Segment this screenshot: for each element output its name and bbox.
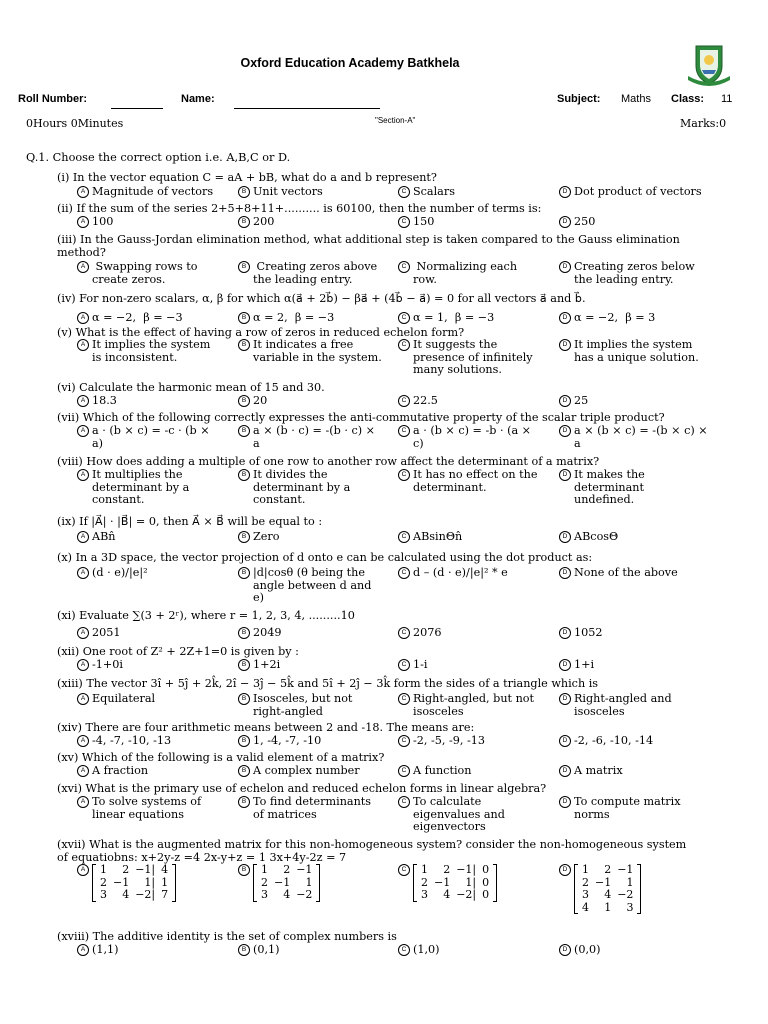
option-c[interactable] bbox=[401, 468, 538, 494]
question-text: (xiv) There are four arithmetic means between 2 and -18. The means are: bbox=[57, 721, 475, 734]
matrix-cell: 1 bbox=[261, 863, 268, 876]
option-b[interactable] bbox=[241, 260, 378, 286]
question-text: (viii) How does adding a multiple of one row to another row affect the determinant of a matrix? bbox=[57, 455, 600, 468]
option-a[interactable] bbox=[80, 863, 176, 905]
option-text: 1-i bbox=[413, 658, 428, 671]
option-c[interactable] bbox=[401, 338, 533, 377]
option-b[interactable] bbox=[241, 185, 323, 199]
option-text: To calculate eigenvalues and eigenvectors bbox=[413, 795, 505, 833]
option-d[interactable] bbox=[562, 311, 656, 325]
option-b[interactable] bbox=[241, 424, 376, 450]
option-text: -1+0i bbox=[92, 658, 123, 671]
section-title: "Section-A" bbox=[375, 116, 416, 125]
option-text: Normalizing each row. bbox=[413, 260, 518, 286]
option-text: ABcosΘ bbox=[574, 530, 619, 543]
option-d[interactable] bbox=[562, 185, 702, 199]
option-bubble[interactable]: B bbox=[238, 864, 250, 876]
class-value: 11 bbox=[721, 93, 733, 105]
option-bubble[interactable]: D bbox=[559, 531, 571, 543]
option-d[interactable] bbox=[562, 566, 678, 580]
matrix-cell: 3 bbox=[582, 888, 589, 901]
question-text: of equatiobns: x+2y-z =4 2x-y+z = 1 3x+4y-2z = 7 bbox=[57, 851, 347, 864]
option-text: It suggests the presence of infinitely many solutions. bbox=[413, 338, 533, 376]
option-d[interactable] bbox=[562, 764, 623, 778]
option-bubble[interactable]: C bbox=[398, 627, 410, 639]
option-bubble[interactable]: C bbox=[398, 567, 410, 579]
matrix-cell: 1 bbox=[305, 875, 313, 889]
option-text: It implies the system is inconsistent. bbox=[92, 338, 211, 364]
option-text: -2, -5, -9, -13 bbox=[413, 734, 486, 747]
option-bubble[interactable]: B bbox=[238, 261, 250, 273]
matrix-cell: 2 bbox=[582, 875, 589, 889]
option-text: (d · e)/|e|² bbox=[92, 566, 148, 579]
option-text: None of the above bbox=[574, 566, 678, 579]
option-a[interactable] bbox=[80, 795, 202, 821]
option-text: It makes the determinant undefined. bbox=[574, 468, 645, 506]
option-text: Scalars bbox=[413, 185, 455, 198]
matrix-cell: 2 bbox=[100, 875, 107, 889]
option-text: Equilateral bbox=[92, 692, 156, 705]
question-text: (x) In a 3D space, the vector projection of d onto e can be calculated using the dot product as: bbox=[57, 551, 593, 564]
matrix-cell: 0 bbox=[482, 888, 490, 901]
option-a[interactable] bbox=[80, 530, 116, 544]
option-text: 2051 bbox=[92, 626, 121, 639]
question-text: (ii) If the sum of the series 2+5+8+11+.......... is 60100, then the number of terms is: bbox=[57, 202, 542, 215]
option-text: It indicates a free variable in the system. bbox=[253, 338, 382, 364]
option-text: It multiplies the determinant by a constant. bbox=[92, 468, 190, 506]
option-text: 2049 bbox=[253, 626, 282, 639]
question-text: (v) What is the effect of having a row of zeros in reduced echelon form? bbox=[57, 326, 465, 339]
option-text: 100 bbox=[92, 215, 114, 228]
question-1-title: Q.1. Choose the correct option i.e. A,B,C or D. bbox=[26, 151, 291, 164]
question-text: (xvii) What is the augmented matrix for this non-homogeneous system? consider the non-homogeneous system bbox=[57, 838, 687, 851]
option-d[interactable] bbox=[562, 530, 619, 544]
option-bubble[interactable]: A bbox=[77, 395, 89, 407]
option-text: 25 bbox=[574, 394, 589, 407]
option-c[interactable] bbox=[401, 943, 440, 957]
matrix-cell: 4 bbox=[283, 888, 291, 901]
option-bubble[interactable]: D bbox=[559, 339, 571, 351]
option-d[interactable] bbox=[562, 626, 603, 640]
option-bubble[interactable]: D bbox=[559, 796, 571, 808]
subject-label: Subject: bbox=[557, 93, 601, 105]
option-text: α = 2, β = −3 bbox=[253, 311, 335, 324]
matrix-cell: 2 bbox=[283, 863, 291, 876]
option-bubble[interactable]: A bbox=[77, 425, 89, 437]
option-text: A fraction bbox=[92, 764, 149, 777]
question-text: (i) In the vector equation C = aA + bB, what do a and b represent? bbox=[57, 171, 437, 184]
option-bubble[interactable]: D bbox=[559, 567, 571, 579]
matrix-cell: 1 bbox=[604, 900, 612, 914]
option-b[interactable] bbox=[241, 943, 280, 957]
option-text: To find determinants of matrices bbox=[253, 795, 372, 821]
option-bubble[interactable]: D bbox=[559, 735, 571, 747]
option-text: A matrix bbox=[574, 764, 623, 777]
option-text: A function bbox=[413, 764, 472, 777]
option-text: a · (b × c) = -b · (a × c) bbox=[413, 424, 532, 450]
option-bubble[interactable]: B bbox=[238, 531, 250, 543]
option-text: ABn̂ bbox=[92, 530, 116, 543]
option-bubble[interactable]: D bbox=[559, 864, 571, 876]
option-bubble[interactable]: B bbox=[238, 627, 250, 639]
matrix-cell: 4 bbox=[443, 888, 451, 901]
option-bubble[interactable]: A bbox=[77, 339, 89, 351]
option-b[interactable] bbox=[241, 311, 335, 325]
option-bubble[interactable]: C bbox=[398, 765, 410, 777]
option-bubble[interactable]: B bbox=[238, 735, 250, 747]
matrix-cell: −1 bbox=[595, 875, 612, 889]
option-bubble[interactable]: C bbox=[398, 864, 410, 876]
option-bubble[interactable]: B bbox=[238, 567, 250, 579]
matrix-cell: 2 bbox=[122, 863, 130, 876]
option-d[interactable] bbox=[562, 215, 596, 229]
option-text: It implies the system has a unique solution. bbox=[574, 338, 699, 364]
option-bubble[interactable]: A bbox=[77, 216, 89, 228]
option-bubble[interactable]: D bbox=[559, 261, 571, 273]
option-d[interactable] bbox=[562, 260, 695, 286]
option-c[interactable] bbox=[401, 311, 495, 325]
option-a[interactable] bbox=[80, 468, 190, 507]
option-text: To solve systems of linear equations bbox=[92, 795, 202, 821]
option-text: -2, -6, -10, -14 bbox=[574, 734, 654, 747]
option-d[interactable] bbox=[562, 863, 641, 918]
option-c[interactable] bbox=[401, 863, 497, 905]
option-c[interactable] bbox=[401, 260, 518, 286]
option-text: A complex number bbox=[253, 764, 360, 777]
option-text: (1,1) bbox=[92, 943, 119, 956]
option-text: ABsinΘn̂ bbox=[413, 530, 463, 543]
matrix-cell: 2 bbox=[604, 863, 612, 876]
matrix-cell: 2 bbox=[261, 875, 268, 889]
option-c[interactable] bbox=[401, 530, 463, 544]
school-name: Oxford Education Academy Batkhela bbox=[240, 56, 460, 70]
option-bubble[interactable]: B bbox=[238, 312, 250, 324]
option-b[interactable] bbox=[241, 863, 320, 905]
option-d[interactable] bbox=[562, 692, 672, 718]
option-b[interactable] bbox=[241, 338, 382, 364]
option-bubble[interactable]: C bbox=[398, 659, 410, 671]
option-c[interactable] bbox=[401, 626, 442, 640]
option-bubble[interactable]: D bbox=[559, 659, 571, 671]
option-d[interactable] bbox=[562, 658, 595, 672]
option-a[interactable] bbox=[80, 734, 172, 748]
question-text: (ix) If |A⃗| · |B⃗| = 0, then A⃗ × B⃗ will be equal to : bbox=[57, 515, 323, 528]
option-bubble[interactable]: A bbox=[77, 735, 89, 747]
option-bubble[interactable]: C bbox=[398, 312, 410, 324]
matrix-cell: 4 bbox=[122, 888, 130, 901]
option-bubble[interactable]: B bbox=[238, 944, 250, 956]
option-bubble[interactable]: B bbox=[238, 395, 250, 407]
option-text: Isosceles, but not right-angled bbox=[253, 692, 353, 718]
option-bubble[interactable]: A bbox=[77, 944, 89, 956]
matrix-cell: 2 bbox=[421, 875, 428, 889]
matrix-cell: −2| bbox=[456, 888, 477, 901]
option-c[interactable] bbox=[401, 734, 486, 748]
matrix-cell: 2 bbox=[443, 863, 451, 876]
option-bubble[interactable]: C bbox=[398, 735, 410, 747]
matrix-cell: 3 bbox=[626, 900, 634, 914]
option-text: 20 bbox=[253, 394, 268, 407]
option-text: α = 1, β = −3 bbox=[413, 311, 495, 324]
matrix-cell: 7 bbox=[161, 888, 169, 901]
option-bubble[interactable]: C bbox=[398, 216, 410, 228]
option-bubble[interactable]: C bbox=[398, 395, 410, 407]
option-text: (0,1) bbox=[253, 943, 280, 956]
matrix-cell: −1| bbox=[456, 863, 477, 876]
option-c[interactable] bbox=[401, 692, 535, 718]
option-text: d – (d · e)/|e|² * e bbox=[413, 566, 508, 579]
option-text: 250 bbox=[574, 215, 596, 228]
option-a[interactable] bbox=[80, 943, 119, 957]
matrix-cell: 4 bbox=[604, 888, 612, 901]
class-label: Class: bbox=[671, 93, 705, 105]
option-text: a × (b · c) = -(b · c) × a bbox=[253, 424, 376, 450]
option-b[interactable] bbox=[241, 734, 322, 748]
option-bubble[interactable]: B bbox=[238, 796, 250, 808]
option-text: Right-angled and isosceles bbox=[574, 692, 672, 718]
question-text: method? bbox=[57, 246, 106, 259]
matrix-cell: 1 bbox=[161, 875, 169, 889]
option-a[interactable] bbox=[80, 394, 117, 408]
matrix-cell: 0 bbox=[482, 875, 490, 889]
matrix-cell: −1 bbox=[296, 863, 313, 876]
option-text: -4, -7, -10, -13 bbox=[92, 734, 172, 747]
matrix-cell: 3 bbox=[100, 888, 107, 901]
option-b[interactable] bbox=[241, 215, 275, 229]
matrix bbox=[413, 864, 497, 902]
matrix-cell: −1 bbox=[434, 875, 451, 889]
option-bubble[interactable]: D bbox=[559, 312, 571, 324]
option-bubble[interactable]: B bbox=[238, 339, 250, 351]
matrix-cell: −1| bbox=[135, 863, 156, 876]
option-bubble[interactable]: A bbox=[77, 659, 89, 671]
option-d[interactable] bbox=[562, 734, 654, 748]
option-text: It divides the determinant by a constant. bbox=[253, 468, 351, 506]
option-text: Right-angled, but not isosceles bbox=[413, 692, 535, 718]
option-b[interactable] bbox=[241, 626, 282, 640]
matrix-cell: 3 bbox=[421, 888, 428, 901]
option-text: It has no effect on the determinant. bbox=[413, 468, 538, 494]
option-bubble[interactable]: B bbox=[238, 659, 250, 671]
question-text: (xi) Evaluate ∑(3 + 2ʳ), where r = 1, 2, 3, 4, .........10 bbox=[57, 609, 355, 622]
matrix-cell: 1 bbox=[100, 863, 107, 876]
option-d[interactable] bbox=[562, 468, 645, 507]
matrix bbox=[253, 864, 320, 902]
question-text: (xvi) What is the primary use of echelon and reduced echelon forms in linear algebra? bbox=[57, 782, 547, 795]
option-text: α = −2, β = 3 bbox=[574, 311, 656, 324]
option-bubble[interactable]: B bbox=[238, 469, 250, 481]
option-text: |d|cosθ (θ being the angle between d and e) bbox=[253, 566, 372, 604]
option-c[interactable] bbox=[401, 764, 472, 778]
question-text: (xii) One root of Z² + 2Z+1=0 is given by : bbox=[57, 645, 299, 658]
matrix-cell: 4 bbox=[161, 863, 169, 876]
option-bubble[interactable]: A bbox=[77, 627, 89, 639]
matrix-cell: −1 bbox=[274, 875, 291, 889]
option-text: Magnitude of vectors bbox=[92, 185, 214, 198]
option-text: (1,0) bbox=[413, 943, 440, 956]
matrix-cell: 0 bbox=[482, 863, 490, 876]
option-text: 2076 bbox=[413, 626, 442, 639]
option-text: a × (b × c) = -(b × c) × a bbox=[574, 424, 708, 450]
option-d[interactable] bbox=[562, 943, 601, 957]
option-a[interactable] bbox=[80, 185, 214, 199]
matrix-cell: −1 bbox=[113, 875, 130, 889]
option-c[interactable] bbox=[401, 215, 435, 229]
matrix bbox=[574, 864, 641, 914]
name-blank bbox=[234, 97, 380, 112]
option-bubble[interactable]: D bbox=[559, 186, 571, 198]
option-bubble[interactable]: A bbox=[77, 261, 89, 273]
roll-number-label: Roll Number: bbox=[18, 93, 88, 105]
option-b[interactable] bbox=[241, 394, 268, 408]
option-a[interactable] bbox=[80, 424, 210, 450]
option-text: 1+i bbox=[574, 658, 595, 671]
option-text: 200 bbox=[253, 215, 275, 228]
subject-value: Maths bbox=[621, 93, 651, 105]
matrix-cell: 1 bbox=[626, 875, 634, 889]
option-bubble[interactable]: C bbox=[398, 339, 410, 351]
option-text: α = −2, β = −3 bbox=[92, 311, 183, 324]
option-c[interactable] bbox=[401, 394, 438, 408]
school-logo bbox=[684, 40, 734, 90]
option-bubble[interactable]: C bbox=[398, 186, 410, 198]
option-a[interactable] bbox=[80, 338, 211, 364]
option-c[interactable] bbox=[401, 658, 428, 672]
matrix-cell: −2 bbox=[617, 888, 634, 901]
option-bubble[interactable]: A bbox=[77, 531, 89, 543]
matrix-cell: −2 bbox=[296, 888, 313, 901]
option-bubble[interactable]: A bbox=[77, 312, 89, 324]
time-allowed: 0Hours 0Minutes bbox=[26, 117, 124, 130]
option-bubble[interactable]: B bbox=[238, 693, 250, 705]
question-text: (xiii) The vector 3î + 5ĵ + 2k̂, 2î − 3ĵ − 5k̂ and 5î + 2ĵ − 3k̂ form the sides of a triangle which is bbox=[57, 677, 599, 690]
option-bubble[interactable]: B bbox=[238, 186, 250, 198]
matrix-cell: 4 bbox=[582, 900, 589, 914]
matrix-cell: −2| bbox=[135, 888, 156, 901]
question-text: (xviii) The additive identity is the set of complex numbers is bbox=[57, 930, 397, 943]
option-b[interactable] bbox=[241, 658, 281, 672]
option-bubble[interactable]: D bbox=[559, 944, 571, 956]
option-text: Zero bbox=[253, 530, 280, 543]
option-bubble[interactable]: C bbox=[398, 261, 410, 273]
option-a[interactable] bbox=[80, 260, 198, 286]
option-a[interactable] bbox=[80, 658, 123, 672]
option-c[interactable] bbox=[401, 795, 505, 834]
option-text: 1, -4, -7, -10 bbox=[253, 734, 322, 747]
option-d[interactable] bbox=[562, 795, 681, 821]
option-bubble[interactable]: C bbox=[398, 425, 410, 437]
roll-number-blank bbox=[111, 97, 163, 112]
option-bubble[interactable]: A bbox=[77, 469, 89, 481]
option-text: Creating zeros above the leading entry. bbox=[253, 260, 378, 286]
option-bubble[interactable]: A bbox=[77, 765, 89, 777]
matrix-cell: 1 bbox=[582, 863, 589, 876]
option-bubble[interactable]: C bbox=[398, 796, 410, 808]
option-bubble[interactable]: C bbox=[398, 469, 410, 481]
question-text: (vii) Which of the following correctly expresses the anti-commutative property of the scalar triple product? bbox=[57, 411, 665, 424]
option-a[interactable] bbox=[80, 692, 156, 706]
option-text: Creating zeros below the leading entry. bbox=[574, 260, 695, 286]
option-b[interactable] bbox=[241, 530, 280, 544]
option-bubble[interactable]: D bbox=[559, 425, 571, 437]
option-text: Dot product of vectors bbox=[574, 185, 702, 198]
option-a[interactable] bbox=[80, 566, 148, 580]
option-c[interactable] bbox=[401, 566, 508, 580]
matrix-cell: 1 bbox=[421, 863, 428, 876]
option-text: Unit vectors bbox=[253, 185, 323, 198]
name-label: Name: bbox=[181, 93, 215, 105]
option-a[interactable] bbox=[80, 626, 121, 640]
option-bubble[interactable]: D bbox=[559, 216, 571, 228]
option-bubble[interactable]: C bbox=[398, 531, 410, 543]
option-b[interactable] bbox=[241, 764, 360, 778]
option-a[interactable] bbox=[80, 764, 149, 778]
option-bubble[interactable]: A bbox=[77, 864, 89, 876]
matrix bbox=[92, 864, 176, 902]
option-text: 150 bbox=[413, 215, 435, 228]
question-text: (iii) In the Gauss-Jordan elimination method, what additional step is taken compared to the Gauss elimination bbox=[57, 233, 680, 246]
option-a[interactable] bbox=[80, 215, 114, 229]
option-bubble[interactable]: A bbox=[77, 567, 89, 579]
option-text: 18.3 bbox=[92, 394, 117, 407]
option-bubble[interactable]: D bbox=[559, 469, 571, 481]
option-text: 1052 bbox=[574, 626, 603, 639]
question-text: (vi) Calculate the harmonic mean of 15 and 30. bbox=[57, 381, 325, 394]
question-text: (xv) Which of the following is a valid element of a matrix? bbox=[57, 751, 385, 764]
matrix-cell: 3 bbox=[261, 888, 268, 901]
option-b[interactable] bbox=[241, 468, 351, 507]
option-c[interactable] bbox=[401, 424, 532, 450]
option-bubble[interactable]: A bbox=[77, 693, 89, 705]
matrix-cell: 1| bbox=[465, 875, 477, 889]
option-bubble[interactable]: C bbox=[398, 944, 410, 956]
option-bubble[interactable]: B bbox=[238, 765, 250, 777]
option-bubble[interactable]: A bbox=[77, 186, 89, 198]
option-d[interactable] bbox=[562, 394, 589, 408]
option-bubble[interactable]: B bbox=[238, 425, 250, 437]
option-bubble[interactable]: D bbox=[559, 627, 571, 639]
matrix-cell: 1| bbox=[144, 875, 156, 889]
option-text: a · (b × c) = -c · (b × a) bbox=[92, 424, 210, 450]
option-b[interactable] bbox=[241, 692, 353, 718]
option-a[interactable] bbox=[80, 311, 183, 325]
option-bubble[interactable]: D bbox=[559, 395, 571, 407]
matrix-cell: −1 bbox=[617, 863, 634, 876]
option-text: 1+2i bbox=[253, 658, 281, 671]
question-text: (iv) For non-zero scalars, α, β for which α(a⃗ + 2b⃗) − βa⃗ + (4b⃗ − a⃗) = 0 for all vectors a⃗ and b⃗. bbox=[57, 292, 586, 305]
option-c[interactable] bbox=[401, 185, 455, 199]
option-bubble[interactable]: D bbox=[559, 693, 571, 705]
option-text: To compute matrix norms bbox=[574, 795, 681, 821]
option-bubble[interactable]: A bbox=[77, 796, 89, 808]
option-b[interactable] bbox=[241, 566, 372, 605]
option-text: 22.5 bbox=[413, 394, 438, 407]
option-text: Swapping rows to create zeros. bbox=[92, 260, 198, 286]
option-b[interactable] bbox=[241, 795, 372, 821]
option-bubble[interactable]: D bbox=[559, 765, 571, 777]
option-text: (0,0) bbox=[574, 943, 601, 956]
option-d[interactable] bbox=[562, 424, 708, 450]
option-d[interactable] bbox=[562, 338, 699, 364]
option-bubble[interactable]: B bbox=[238, 216, 250, 228]
marks: Marks:0 bbox=[680, 117, 727, 130]
option-bubble[interactable]: C bbox=[398, 693, 410, 705]
